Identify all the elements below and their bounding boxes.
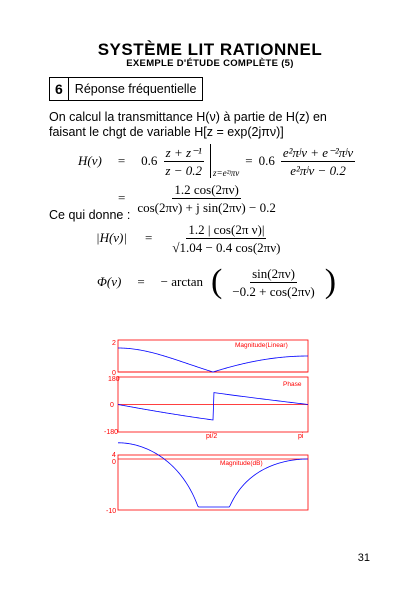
ce-qui-donne: Ce qui donne : xyxy=(49,208,131,222)
db-y-top2: 0 xyxy=(112,459,116,466)
phase-x-end: pi xyxy=(298,433,304,440)
mag-lhs: |H(ν)| xyxy=(96,230,127,245)
mag-sign: = xyxy=(144,230,153,245)
frac3-numerator: 1.2 cos(2πν) xyxy=(174,181,239,197)
phase-x-mid: pi/2 xyxy=(206,433,218,440)
eq-lhs: H(ν) xyxy=(78,153,102,168)
mag-denominator: √1.04 − 0.4 cos(2πν) xyxy=(172,239,281,255)
eq2-sign: = xyxy=(118,190,126,205)
page-subtitle: EXEMPLE D'ÉTUDE COMPLÈTE (5) xyxy=(126,58,294,69)
db-curve xyxy=(118,443,308,507)
phase-numerator: sin(2πν) xyxy=(252,265,295,281)
db-y-bottom: -10 xyxy=(106,508,117,515)
eq-sign-2: = xyxy=(245,153,253,168)
mag-y-bottom: 0 xyxy=(112,370,116,377)
mag-y-top: 2 xyxy=(112,340,116,347)
equation-phase: Φ(ν) = − arctan ( $\frac{\sin(2\pi\nu)}{-0.2 + \cos(2\pi\nu)}$ ) xyxy=(97,263,337,300)
db-label: Magnitude(dB) xyxy=(220,460,263,467)
magnitude-db-panel xyxy=(106,443,308,515)
frac2-numerator: e²πʲν + e⁻²πʲν xyxy=(282,144,354,160)
phase-frac xyxy=(230,266,316,299)
phase-label: Phase xyxy=(283,381,302,388)
frac2-denominator: e²πʲν − 0.2 xyxy=(290,162,346,178)
phase-y-mid: 0 xyxy=(110,402,114,409)
phase-panel xyxy=(104,376,308,440)
phase-lhs: Φ(ν) xyxy=(97,274,122,289)
frac1-denominator: z − 0.2 xyxy=(165,162,203,178)
mag-numerator: 1.2 | cos(2π ν)| xyxy=(188,221,265,237)
intro-line-1: On calcul la transmittance H(ν) à partie de H(z) en xyxy=(49,110,327,124)
phase-y-top: 180 xyxy=(108,376,120,383)
eq-frac2 xyxy=(281,145,355,178)
phase-sign: = xyxy=(137,274,145,289)
frac3-denominator: cos(2πν) + j sin(2πν) − 0.2 xyxy=(137,199,276,215)
phase-denominator: −0.2 + cos(2πν) xyxy=(232,283,315,299)
eq-frac1 xyxy=(163,145,204,178)
section-heading xyxy=(49,77,203,101)
section-label: Réponse fréquentielle xyxy=(74,82,197,96)
eq-sign: = xyxy=(117,153,126,168)
eq-coef: 0.6 xyxy=(141,153,158,168)
equation-h-nu xyxy=(78,142,398,180)
page-number: 31 xyxy=(357,552,370,564)
frequency-response-plots xyxy=(100,335,315,525)
eq-subst: z=e²ʲπν xyxy=(213,168,240,178)
mag-frac xyxy=(170,222,282,255)
intro-line-2: faisant le chgt de variable H[z = exp(2jπν)] xyxy=(49,125,284,139)
frac1-numerator: z + z⁻¹ xyxy=(165,144,202,160)
phase-y-bottom: -180 xyxy=(104,429,119,436)
phase-prefix: − arctan xyxy=(160,274,204,289)
page-title: SYSTÈME LIT RATIONNEL xyxy=(97,40,323,59)
section-number: 6 xyxy=(50,78,69,100)
magnitude-panel xyxy=(112,340,308,377)
phase-curve xyxy=(118,393,308,420)
eq-coef-2: 0.6 xyxy=(258,153,275,168)
equation-magnitude xyxy=(96,220,282,256)
db-y-top1: 4 xyxy=(112,452,116,459)
magnitude-curve xyxy=(118,348,308,372)
mag-label: Magnitude(Linear) xyxy=(235,342,288,349)
